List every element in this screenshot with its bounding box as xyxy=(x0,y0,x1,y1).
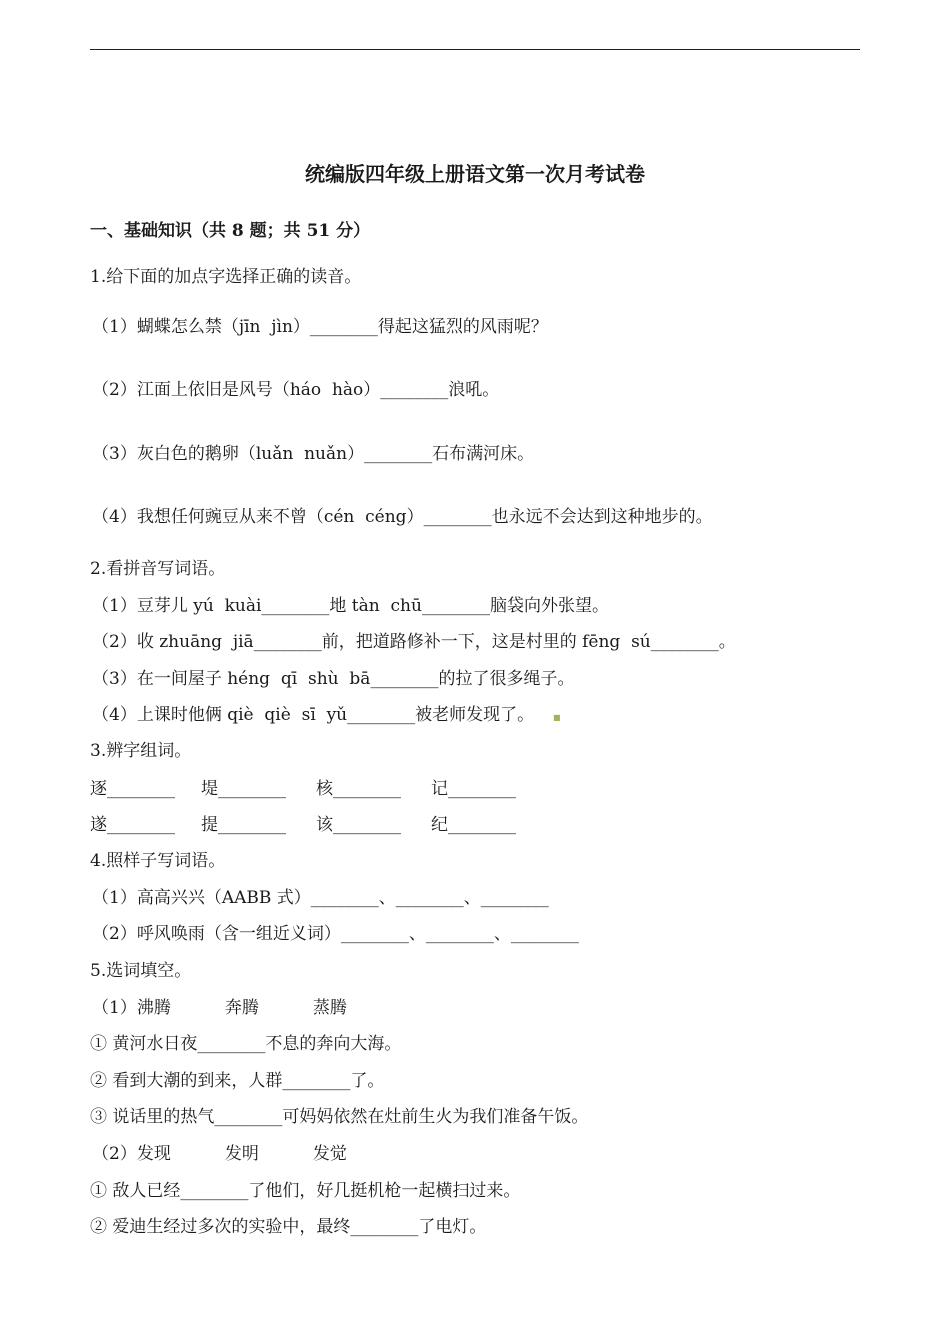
q3-row1-word-4: 记________ xyxy=(431,779,516,799)
question-1-item-4: （4）我想任何豌豆从来不曾（cén céng）________也永远不会达到这种地步的。 xyxy=(92,507,713,527)
question-5-stem: 5.选词填空。 xyxy=(90,961,192,981)
q5-group1-item-3: ③ 说话里的热气________可妈妈依然在灶前生火为我们准备午饭。 xyxy=(90,1107,589,1127)
q3-row2-word-1: 遂________ xyxy=(90,815,175,835)
q3-row1-word-3: 核________ xyxy=(316,779,401,799)
q3-row2-word-3: 该________ xyxy=(316,815,401,835)
question-4-stem: 4.照样子写词语。 xyxy=(90,851,226,871)
question-1-item-2: （2）江面上依旧是风号（háo hào）________浪吼。 xyxy=(92,380,500,400)
section-heading: 一、基础知识（共 8 题；共 51 分） xyxy=(90,221,371,241)
q5-group2-item-1: ① 敌人已经________了他们，好几挺机枪一起横扫过来。 xyxy=(90,1181,521,1201)
q5-group1-item-1: ① 黄河水日夜________不息的奔向大海。 xyxy=(90,1034,402,1054)
q3-row2-word-4: 纪________ xyxy=(431,815,516,835)
q5-group2-words: （2）发现 发明 发觉 xyxy=(92,1144,347,1164)
question-1-stem: 1.给下面的加点字选择正确的读音。 xyxy=(90,267,362,287)
stray-dot-mark: ■ xyxy=(553,713,561,722)
question-3-stem: 3.辨字组词。 xyxy=(90,741,192,761)
question-4-item-2: （2）呼风唤雨（含一组近义词）________、________、________ xyxy=(92,924,579,944)
q5-group2-item-2: ② 爱迪生经过多次的实验中，最终________了电灯。 xyxy=(90,1217,487,1237)
question-2-item-2: （2）收 zhuāng jiā________前，把道路修补一下，这是村里的 fēng sú________。 xyxy=(92,632,736,652)
page-title: 统编版四年级上册语文第一次月考试卷 xyxy=(305,162,645,186)
question-1-item-1: （1）蝴蝶怎么禁（jīn jìn）________得起这猛烈的风雨呢？ xyxy=(92,317,548,337)
q5-group1-item-2: ② 看到大潮的到来，人群________了。 xyxy=(90,1071,385,1091)
question-2-stem: 2.看拼音写词语。 xyxy=(90,559,226,579)
q3-row1-word-1: 逐________ xyxy=(90,779,175,799)
question-2-item-4: （4）上课时他俩 qiè qiè sī yǔ________被老师发现了。 xyxy=(92,705,535,725)
q3-row1-word-2: 堤________ xyxy=(201,779,286,799)
question-2-item-1: （1）豆芽儿 yú kuài________地 tàn chū________脑袋向外张望。 xyxy=(92,596,609,616)
question-1-item-3: （3）灰白色的鹅卵（luǎn nuǎn）________石布满河床。 xyxy=(92,444,535,464)
question-2-item-3: （3）在一间屋子 héng qī shù bā________的拉了很多绳子。 xyxy=(92,669,575,689)
q3-row2-word-2: 提________ xyxy=(201,815,286,835)
q5-group1-words: （1）沸腾 奔腾 蒸腾 xyxy=(92,998,347,1018)
question-4-item-1: （1）高高兴兴（AABB 式）________、________、________ xyxy=(92,888,549,908)
header-rule xyxy=(90,49,860,50)
